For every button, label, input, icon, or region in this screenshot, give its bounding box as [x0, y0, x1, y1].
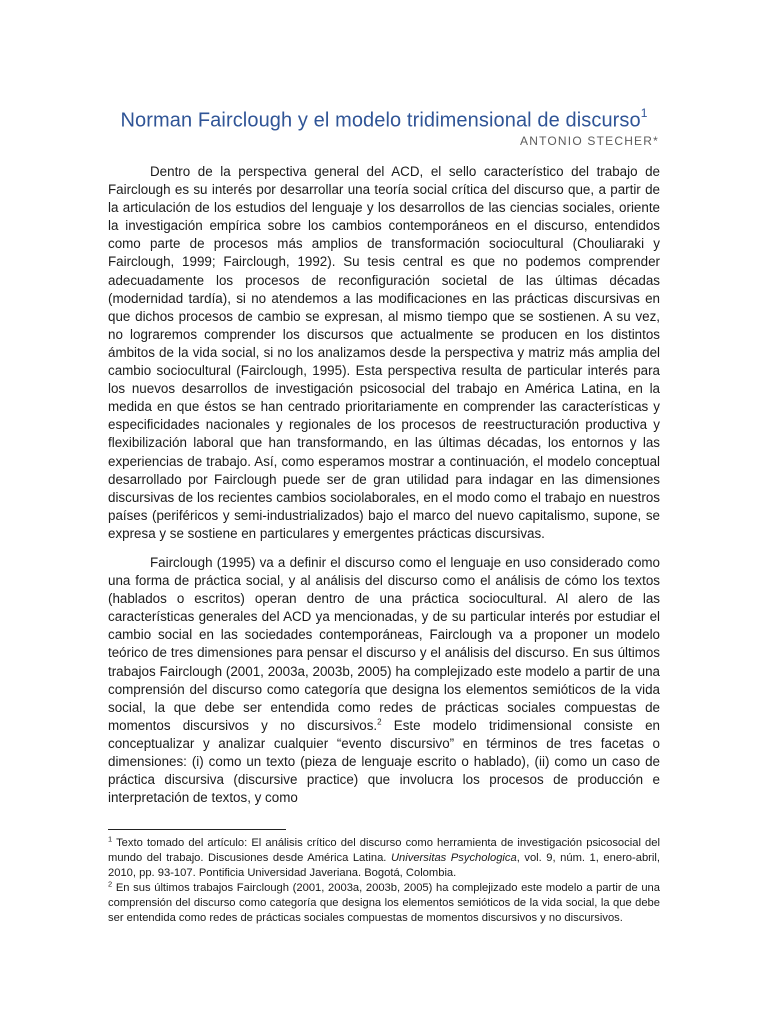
- footnote-1-text-a: Texto tomado del artículo: El análisis crítico del discurso como herramienta de investigación psicosocial del mundo del trabajo. Discusiones desde América Latina.: [108, 837, 660, 865]
- footnote-1-mark: 1: [108, 834, 113, 844]
- paragraph-2-text-a: Fairclough (1995) va a definir el discurso como el lenguaje en uso considerado como una forma de práctica social, y al análisis del discurso como el análisis de cómo los textos (hablados o escritos) operan dentro de una práctica sociocultural. Al alero de las características generales del ACD ya mencionadas, y de su particular interés por estudiar el cambio social en las sociedades contemporáneas, Fairclough va a proponer un modelo teórico de tres dimensiones para pensar el discurso y el análisis del discurso. En sus últimos trabajos Fairclough (2001, 2003a, 2003b, 2005) ha complejizado este modelo a partir de una comprensión del discurso como categoría que designa los elementos semióticos de la vida social, la que debe ser entendida como redes de prácticas sociales compuestas de momentos discursivos y no discursivos.: [108, 554, 660, 733]
- paragraph-1: Dentro de la perspectiva general del ACD, el sello característico del trabajo de Fairclough es su interés por desarrollar una teoría social crítica del discurso que, a partir de la articulación de los estudios del lenguaje y los desarrollos de las ciencias sociales, oriente la investigación empírica sobre los cambios contemporáneos en el discurso, entendidos como parte de procesos más amplios de transformación sociocultural (Chouliaraki y Fairclough, 1999; Fairclough, 1992). Su tesis central es que no podemos comprender adecuadamente los procesos de reconfiguración societal de las últimas décadas (modernidad tardía), si no atendemos a las modificaciones en las prácticas discursivas en que dichos procesos de cambio se expresan, al mismo tiempo que se sostienen. A su vez, no lograremos comprender los discursos que actualmente se producen en los distintos ámbitos de la vida social, si no los analizamos desde la perspectiva y matriz más amplia del cambio sociocultural (Fairclough, 1995). Esta perspectiva resulta de particular interés para los nuevos desarrollos de investigación psicosocial del trabajo en América Latina, en la medida en que éstos se han centrado prioritariamente en comprender las características y especificidades nacionales y regionales de los procesos de reestructuración productiva y flexibilización laboral que han transformando, en las últimas décadas, los entornos y las experiencias de trabajo. Así, como esperamos mostrar a continuación, el modelo conceptual desarrollado por Fairclough puede ser de gran utilidad para indagar en las dimensiones discursivas de los recientes cambios sociolaborales, en el modo como el trabajo en nuestros países (periféricos y semi-industrializados) bajo el marco del nuevo capitalismo, supone, se expresa y se sostiene en particulares y emergentes prácticas discursivas.: [108, 164, 660, 541]
- author-name: ANTONIO STECHER*: [520, 134, 659, 148]
- document-title: [0, 108, 768, 133]
- footnote-2-mark: 2: [108, 879, 113, 889]
- footnote-1-text-b: , vol. 9, núm. 1, enero-abril, 2010, pp. 93-107. Pontificia Universidad Javeriana. Bogotá, Colombia.: [108, 852, 660, 880]
- footnote-1: [108, 836, 660, 881]
- footnote-separator: [108, 829, 286, 830]
- footnote-1-journal: Universitas Psychologica: [390, 852, 517, 865]
- paragraph-2-text-b: Este modelo tridimensional consiste en conceptualizar y analizar cualquier “evento discursivo” en términos de tres facetas o dimensiones: (i) como un texto (pieza de lenguaje escrito o hablado), (ii) como un caso de práctica discursiva (discursive practice) que involucra los procesos de producción e interpretación de textos, y como: [108, 717, 660, 806]
- paragraph-2: [108, 554, 660, 807]
- footnotes: [108, 836, 660, 927]
- title-text: Norman Fairclough y el modelo tridimensional de discurso: [120, 109, 641, 132]
- footnote-2-text: En sus últimos trabajos Fairclough (2001, 2003a, 2003b, 2005) ha complejizado este modelo a partir de una comprensión del discurso como categoría que designa los elementos semióticos de la vida social, la que debe ser entendida como redes de prácticas sociales compuestas de momentos discursivos y no discursivos.: [108, 882, 660, 925]
- footnote-2: [108, 881, 660, 926]
- footnote-ref-2: 2: [377, 717, 382, 727]
- body-text: [108, 163, 660, 818]
- title-footnote-mark: 1: [640, 106, 648, 120]
